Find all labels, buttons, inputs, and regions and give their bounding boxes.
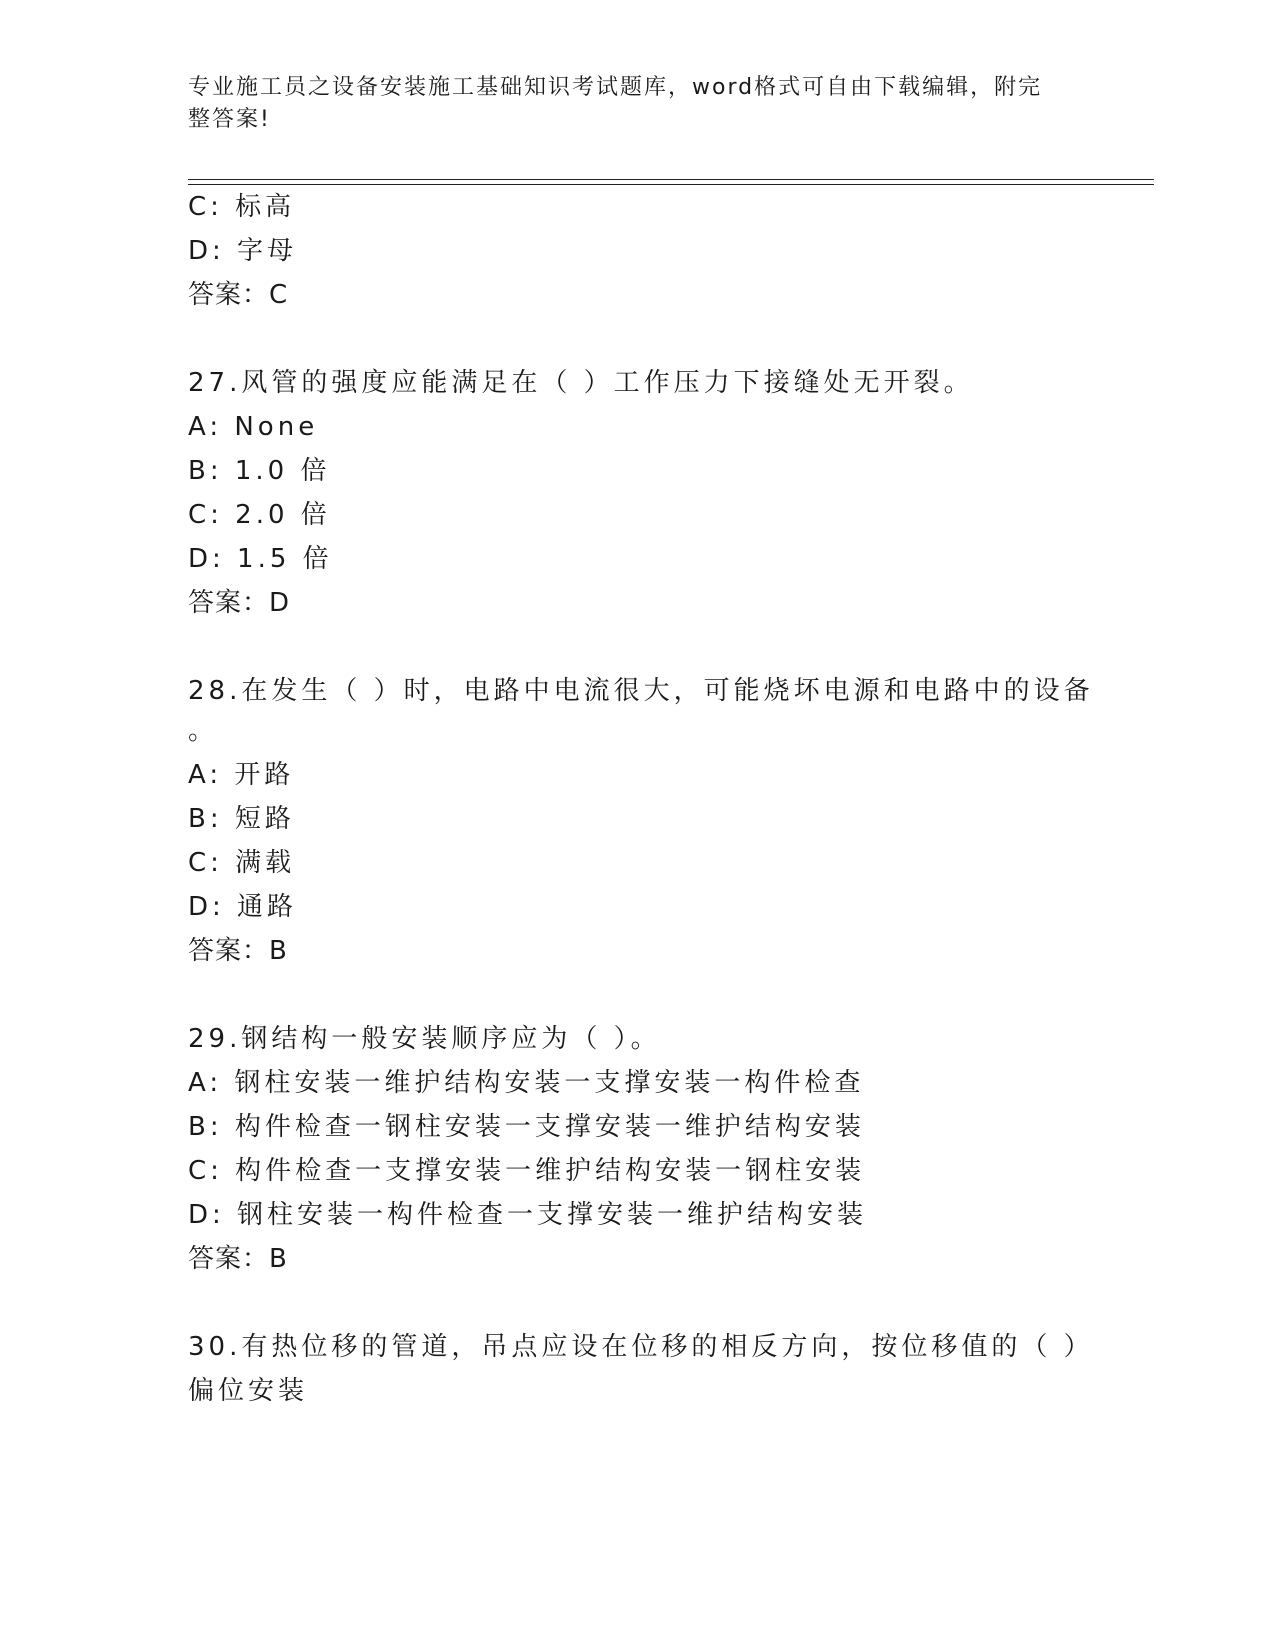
q27-option-a: A: None [188, 412, 319, 442]
q28-option-a: A: 开路 [188, 760, 295, 790]
q27-option-b: B: 1.0 倍 [188, 456, 331, 486]
prev-answer: 答案：C [188, 280, 289, 310]
prev-option-d: D: 字母 [188, 236, 298, 266]
q29-text: 29.钢结构一般安装顺序应为（ ）。 [188, 1024, 661, 1054]
header-line-2: 整答案! [188, 107, 271, 132]
q28-text-continued: 。 [188, 716, 219, 746]
q30-text: 30.有热位移的管道，吊点应设在位移的相反方向，按位移值的（ ） [188, 1332, 1094, 1362]
q27-answer: 答案：D [188, 588, 291, 618]
q27-option-d: D: 1.5 倍 [188, 544, 333, 574]
header-divider-top [188, 179, 1154, 180]
document-header [188, 72, 1068, 136]
q27-text: 27.风管的强度应能满足在（ ）工作压力下接缝处无开裂。 [188, 368, 974, 398]
q28-answer: 答案：B [188, 936, 288, 966]
q28-text: 28.在发生（ ）时，电路中电流很大，可能烧坏电源和电路中的设备 [188, 676, 1094, 706]
q29-option-d: D: 钢柱安装一构件检查一支撑安装一维护结构安装 [188, 1200, 868, 1230]
q29-option-c: C: 构件检查一支撑安装一维护结构安装一钢柱安装 [188, 1156, 866, 1186]
q27-option-c: C: 2.0 倍 [188, 500, 331, 530]
q29-answer: 答案：B [188, 1244, 288, 1274]
q30-text-continued: 偏位安装 [188, 1376, 309, 1406]
q29-option-a: A: 钢柱安装一维护结构安装一支撑安装一构件检查 [188, 1068, 865, 1098]
q29-option-b: B: 构件检查一钢柱安装一支撑安装一维护结构安装 [188, 1112, 865, 1142]
header-divider-bottom [188, 184, 1154, 185]
q28-option-b: B: 短路 [188, 804, 295, 834]
prev-option-c: C: 标高 [188, 192, 296, 222]
header-line-1: 专业施工员之设备安装施工基础知识考试题库，word格式可自由下载编辑，附完 [188, 75, 1043, 100]
q28-option-c: C: 满载 [188, 848, 296, 878]
q28-option-d: D: 通路 [188, 892, 298, 922]
